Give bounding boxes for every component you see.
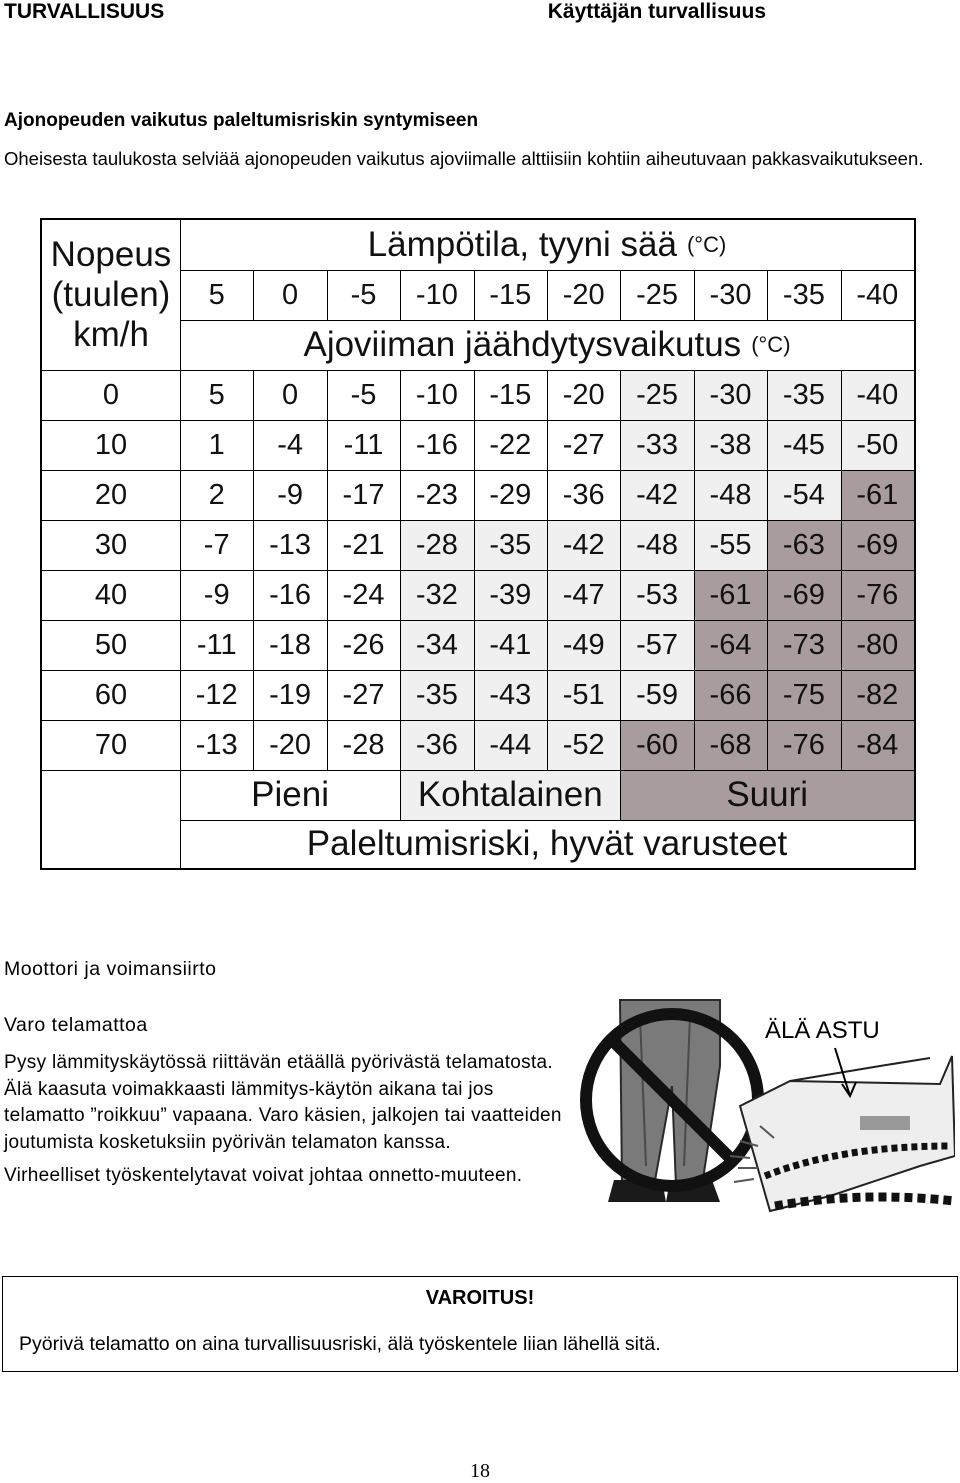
risk-caption: Paleltumisriski, hyvät varusteet: [306, 824, 788, 863]
temperature-value: 0: [282, 278, 299, 311]
header-chapter-title: Käyttäjän turvallisuus: [547, 0, 766, 23]
grid-line: [42, 520, 914, 521]
wind-chill-cell: -50: [841, 420, 914, 470]
wind-chill-cell: 2: [180, 470, 253, 520]
wind-chill-cell: -12: [180, 670, 253, 720]
wind-chill-cell: -82: [841, 670, 914, 720]
speed-column-header: Nopeus (tuulen) km/h: [50, 235, 172, 354]
wind-chill-cell: -60: [620, 720, 693, 770]
wind-chill-cell: -16: [253, 570, 326, 620]
wind-chill-cell: -64: [694, 620, 767, 670]
wind-chill-cell: -61: [694, 570, 767, 620]
grid-line: [327, 270, 328, 320]
wind-chill-cell: -55: [694, 520, 767, 570]
grid-line: [547, 370, 548, 770]
wind-chill-cell: -23: [400, 470, 473, 520]
wind-chill-cell: -48: [620, 520, 693, 570]
grid-line: [400, 770, 401, 820]
grid-line: [42, 620, 914, 621]
track-warning-paragraph: Pysy lämmityskäytössä riittävän etäällä pyörivästä telamatosta. Älä kaasuta voimakkaasti lämmitys-käytön aikana tai jos telamatto ”roikkuu” vapaana. Varo käsien, jalkojen tai vaatteiden joutumista kosketuksiin pyörivän telamaton kanssa.: [4, 1052, 562, 1153]
wind-chill-cell: -43: [474, 670, 547, 720]
wind-chill-cell: -52: [547, 720, 620, 770]
grid-line: [767, 370, 768, 770]
speed-label: 70: [94, 728, 128, 761]
grid-line: [547, 270, 548, 320]
grid-line: [620, 270, 621, 320]
wind-chill-cell: -47: [547, 570, 620, 620]
wind-chill-cell: -20: [253, 720, 326, 770]
grid-line: [42, 470, 914, 471]
wind-chill-cell: -7: [180, 520, 253, 570]
grid-line: [42, 420, 914, 421]
wind-chill-cell: -48: [694, 470, 767, 520]
wind-chill-cell: -16: [400, 420, 473, 470]
wind-chill-cell: -30: [694, 370, 767, 420]
wind-chill-cell: -29: [474, 470, 547, 520]
wind-chill-cell: -21: [327, 520, 400, 570]
wind-chill-table: [40, 218, 916, 870]
risk-label-medium: Kohtalainen: [400, 770, 620, 820]
grid-line: [694, 270, 695, 320]
speed-label: 40: [94, 578, 128, 611]
wind-chill-cell: -17: [327, 470, 400, 520]
warning-text: Pyörivä telamatto on aina turvallisuusriski, älä työskentele liian lähellä sitä.: [19, 1333, 661, 1355]
speed-label: 20: [94, 478, 128, 511]
grid-line: [180, 220, 181, 868]
wind-chill-cell: 0: [253, 370, 326, 420]
grid-line: [42, 770, 914, 771]
wind-chill-cell: -40: [841, 370, 914, 420]
section-heading: Ajonopeuden vaikutus paleltumisriskin syntymiseen: [4, 110, 479, 131]
wind-chill-cell: -27: [327, 670, 400, 720]
wind-chill-cell: -25: [620, 370, 693, 420]
wind-chill-cell: -80: [841, 620, 914, 670]
wind-chill-cell: 5: [180, 370, 253, 420]
temperature-value: -5: [350, 278, 377, 311]
temperature-header: Lämpötila, tyyni sää (°C): [367, 225, 727, 264]
temperature-value: -15: [489, 278, 532, 311]
wind-chill-cell: -32: [400, 570, 473, 620]
wind-chill-cell: -49: [547, 620, 620, 670]
wind-chill-cell: -45: [767, 420, 840, 470]
wind-chill-cell: -20: [547, 370, 620, 420]
wind-chill-cell: -59: [620, 670, 693, 720]
grid-line: [42, 670, 914, 671]
grid-line: [400, 370, 401, 770]
wind-chill-cell: -24: [327, 570, 400, 620]
wind-chill-cell: -42: [620, 470, 693, 520]
page-number: 18: [470, 1460, 490, 1482]
risk-label-high: Suuri: [620, 770, 914, 820]
speed-label: 10: [94, 428, 128, 461]
subheading-track: Varo telamattoa: [4, 1014, 148, 1036]
grid-line: [253, 270, 254, 320]
accident-warning-paragraph: Virheelliset työskentelytavat voivat johtaa onnetto-muuteen.: [4, 1165, 523, 1186]
grid-line: [841, 270, 842, 320]
wind-chill-cell: -4: [253, 420, 326, 470]
wind-chill-cell: -66: [694, 670, 767, 720]
wind-chill-cell: -15: [474, 370, 547, 420]
temperature-value: -10: [415, 278, 458, 311]
grid-line: [474, 270, 475, 320]
wind-chill-cell: -27: [547, 420, 620, 470]
wind-chill-cell: -38: [694, 420, 767, 470]
intro-paragraph: Oheisesta taulukosta selviää ajonopeuden vaikutus ajoviimalle alttiisiin kohtiin aiheutuvaan pakkasvaikutukseen.: [4, 148, 924, 169]
wind-chill-cell: -11: [327, 420, 400, 470]
grid-line: [253, 370, 254, 770]
grid-line: [42, 570, 914, 571]
grid-line: [42, 720, 914, 721]
do-not-step-illustration: [580, 996, 955, 1220]
wind-chill-cell: -28: [327, 720, 400, 770]
grid-line: [620, 370, 621, 770]
header-section-title: TURVALLISUUS: [4, 0, 165, 23]
grid-line: [400, 270, 401, 320]
illustration-label: ÄLÄ ASTU: [765, 1017, 880, 1044]
section-heading-engine: Moottori ja voimansiirto: [4, 958, 217, 980]
speed-label: 60: [94, 678, 128, 711]
wind-chill-cell: -11: [180, 620, 253, 670]
speed-label: 50: [94, 628, 128, 661]
wind-chill-cell: -13: [253, 520, 326, 570]
temperature-value: -35: [782, 278, 825, 311]
temperature-value: -30: [709, 278, 752, 311]
grid-line: [767, 270, 768, 320]
grid-line: [474, 370, 475, 770]
wind-chill-cell: -34: [400, 620, 473, 670]
wind-chill-cell: -22: [474, 420, 547, 470]
temperature-value: 5: [208, 278, 225, 311]
wind-chill-cell: -44: [474, 720, 547, 770]
warning-title: VAROITUS!: [425, 1287, 535, 1309]
wind-chill-cell: -73: [767, 620, 840, 670]
wind-chill-cell: -35: [400, 670, 473, 720]
grid-line: [180, 320, 914, 321]
wind-chill-cell: -35: [474, 520, 547, 570]
warning-box: [2, 1276, 958, 1372]
wind-chill-cell: -19: [253, 670, 326, 720]
wind-chill-cell: -42: [547, 520, 620, 570]
wind-chill-cell: -9: [253, 470, 326, 520]
temperature-value: -25: [636, 278, 679, 311]
wind-chill-cell: -10: [400, 370, 473, 420]
wind-chill-cell: -54: [767, 470, 840, 520]
wind-chill-cell: -18: [253, 620, 326, 670]
wind-chill-cell: -68: [694, 720, 767, 770]
grid-line: [327, 370, 328, 770]
wind-chill-cell: -5: [327, 370, 400, 420]
wind-chill-cell: -51: [547, 670, 620, 720]
track-warning-text: [4, 1050, 564, 1190]
wind-chill-cell: -9: [180, 570, 253, 620]
wind-chill-cell: -36: [400, 720, 473, 770]
wind-chill-cell: -63: [767, 520, 840, 570]
wind-chill-cell: -69: [767, 570, 840, 620]
wind-chill-cell: -57: [620, 620, 693, 670]
wind-chill-cell: -41: [474, 620, 547, 670]
wind-chill-cell: -28: [400, 520, 473, 570]
wind-chill-cell: -53: [620, 570, 693, 620]
grid-line: [620, 770, 621, 820]
wind-chill-cell: -75: [767, 670, 840, 720]
grid-line: [841, 370, 842, 770]
wind-chill-cell: -69: [841, 520, 914, 570]
wind-chill-cell: -39: [474, 570, 547, 620]
risk-label-low: Pieni: [251, 775, 329, 814]
temperature-value: -20: [562, 278, 605, 311]
wind-chill-cell: -61: [841, 470, 914, 520]
temperature-value: -40: [856, 278, 899, 311]
wind-chill-cell: -26: [327, 620, 400, 670]
wind-chill-cell: -84: [841, 720, 914, 770]
speed-label: 30: [94, 528, 128, 561]
wind-chill-cell: -35: [767, 370, 840, 420]
speed-label: 0: [102, 378, 120, 411]
wind-chill-cell: 1: [180, 420, 253, 470]
wind-chill-cell: -13: [180, 720, 253, 770]
cooling-effect-header: Ajoviiman jäähdytysvaikutus (°C): [303, 325, 791, 364]
wind-chill-cell: -36: [547, 470, 620, 520]
grid-line: [42, 370, 914, 371]
wind-chill-cell: -33: [620, 420, 693, 470]
grid-line: [180, 820, 914, 821]
grid-line: [694, 370, 695, 770]
wind-chill-cell: -76: [841, 570, 914, 620]
wind-chill-cell: -76: [767, 720, 840, 770]
